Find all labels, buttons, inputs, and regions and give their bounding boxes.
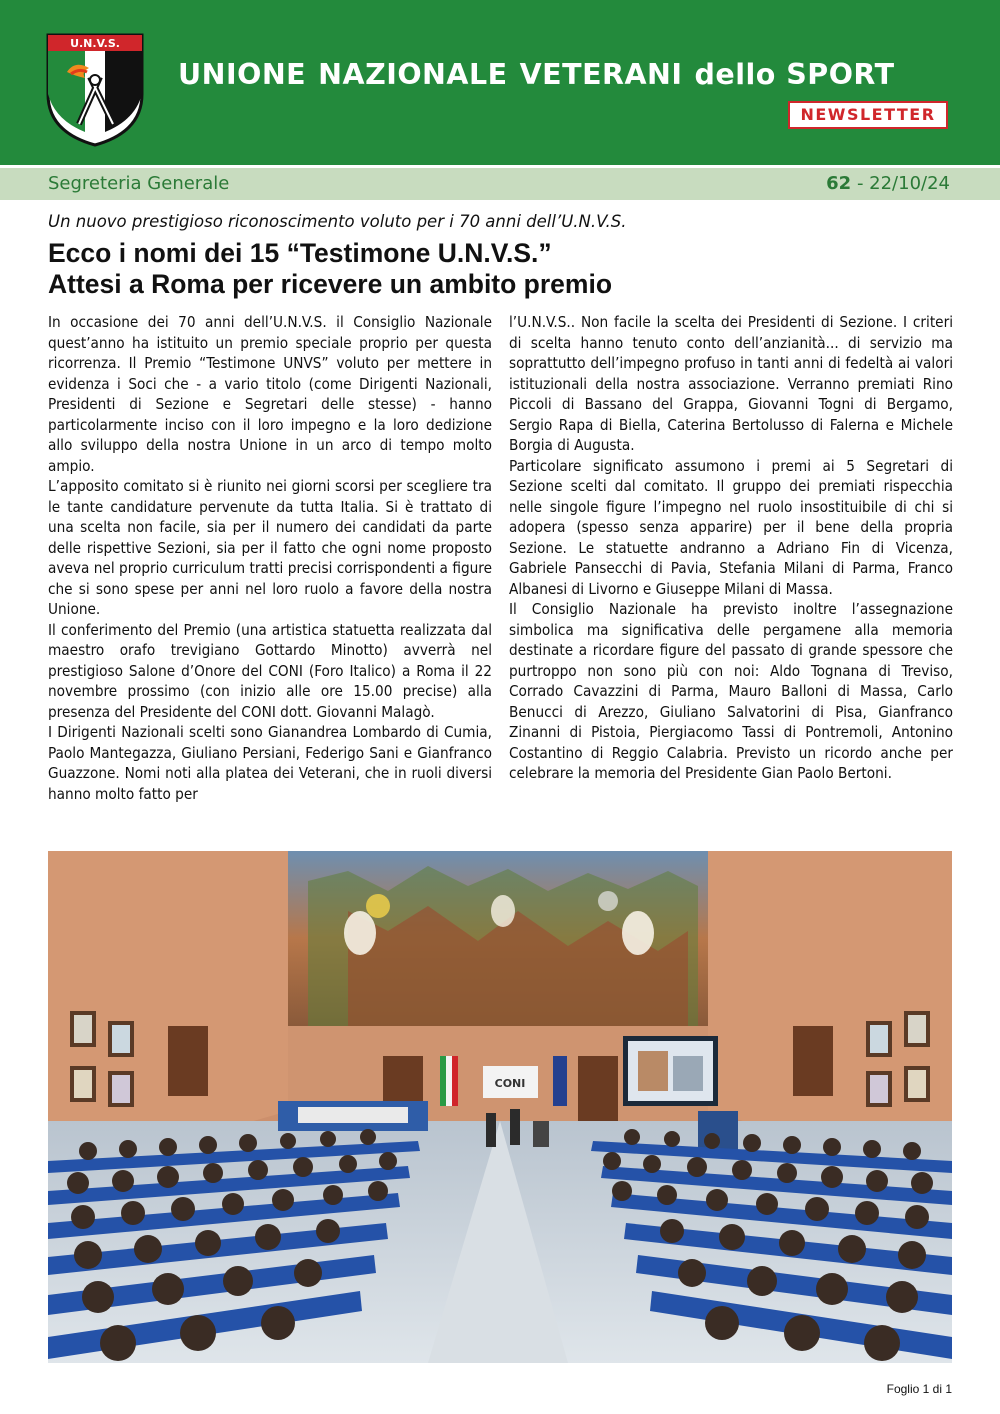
article-column-right (509, 312, 953, 784)
hall-illustration (48, 851, 952, 1363)
department-label: Segreteria Generale (48, 173, 230, 194)
paragraph: In occasione dei 70 anni dell’U.N.V.S. il Consiglio Nazionale quest’anno ha istituito un premio speciale proprio per questa ricorrenza. Il Premio “Testimone UNVS” voluto per mettere in evidenza i Soci che - a vario titolo (come Dirigenti Nazionali, Presidenti di Sezione e Segretari delle stesse) - hanno particolarmente inciso con il loro impegno e la loro dedizione allo sviluppo della nostra Unione in un arco di tempo molto ampio. (48, 313, 492, 475)
page-footer: Foglio 1 di 1 (886, 1382, 952, 1396)
org-title: UNIONE NAZIONALE VETERANI dello SPORT (178, 58, 895, 91)
logo-text: U.N.V.S. (70, 37, 120, 50)
unvs-logo-icon (45, 32, 145, 148)
article-kicker: Un nuovo prestigioso riconoscimento voluto per i 70 anni dell’U.N.V.S. (48, 212, 627, 231)
header-banner (0, 0, 1000, 165)
issue-date: - 22/10/24 (851, 173, 950, 194)
paragraph: L’apposito comitato si è riunito nei giorni scorsi per scegliere tra le tante candidature pervenute da tutta Italia. Si è trattato di una scelta non facile, sia per il numero dei candidati da parte delle rispettive Sezioni, sia per il fatto che ogni nome proposto aveva nel proprio curriculum tratti precisi corrispondenti a figure che si sono spese per anni nel loro ruolo a favore della nostra Unione. (48, 477, 492, 618)
paragraph: I Dirigenti Nazionali scelti sono Gianandrea Lombardo di Cumia, Paolo Mantegazza, Giuliano Persiani, Federigo Sani e Gianfranco Guazzone. Nomi noti alla platea dei Veterani, che in ruoli diversi hanno molto fatto per (48, 723, 492, 803)
issue-info (826, 173, 950, 194)
article-column-left (48, 312, 492, 804)
newsletter-badge: NEWSLETTER (788, 101, 948, 129)
paragraph: Il Consiglio Nazionale ha previsto inoltre l’assegnazione simbolica ma significativa delle pergamene alla memoria destinate a ricordare figure del passato di grande spessore che purtroppo non sono più con noi: Aldo Tognana di Treviso, Corrado Cavazzini di Parma, Mauro Balloni di Massa, Carlo Benucci di Arezzo, Giuliano Salvatorini di Pisa, Gianfranco Zinanni di Pistoia, Piergiacomo Tassi di Pontremoli, Antonino Costantino di Reggio Calabria. Previsto un ricordo anche per celebrare la memoria del Presidente Gian Paolo Bertoni. (509, 600, 953, 782)
coni-sign: CONI (494, 1077, 526, 1090)
subheader-bar (0, 168, 1000, 200)
event-hall-photo (48, 851, 952, 1363)
paragraph: Il conferimento del Premio (una artistica statuetta realizzata dal maestro orafo trevigiano Gottardo Minotto) avverrà nel prestigioso Salone d’Onore del CONI (Foro Italico) a Roma il 22 novembre prossimo (con inizio alle ore 15.00 precise) alla presenza del Presidente del CONI dott. Giovanni Malagò. (48, 620, 492, 721)
headline-line-2: Attesi a Roma per ricevere un ambito premio (48, 269, 613, 299)
paragraph: l’U.N.V.S.. Non facile la scelta dei Presidenti di Sezione. I criteri di scelta hanno tenuto conto dell’anzianità... di servizio ma soprattutto dell’impegno profuso in tanti anni di fedeltà ai valori istituzionali della nostra associazione. Verranno premiati Rino Piccoli di Bassano del Grappa, Giovanni Togni di Bergamo, Sergio Rapa di Biella, Caterina Bertolusso di Falerna e Michele Borgia di Augusta. (509, 313, 953, 454)
issue-number: 62 (826, 173, 852, 194)
headline-line-1: Ecco i nomi dei 15 “Testimone U.N.V.S.” (48, 238, 552, 268)
article-headline (48, 238, 612, 300)
paragraph: Particolare significato assumono i premi ai 5 Segretari di Sezione scelti dal comitato. Il gruppo dei premiati rispecchia nelle singole figure l’impegno nel ruolo insostituibile di chi si adopera (spesso senza apparire) per il bene della propria Sezione. Le statuette andranno a Adriano Fin di Vicenza, Gabriele Pansecchi di Pavia, Stefania Milani di Parma, Franco Albanesi di Livorno e Giuseppe Milani di Massa. (509, 456, 953, 598)
